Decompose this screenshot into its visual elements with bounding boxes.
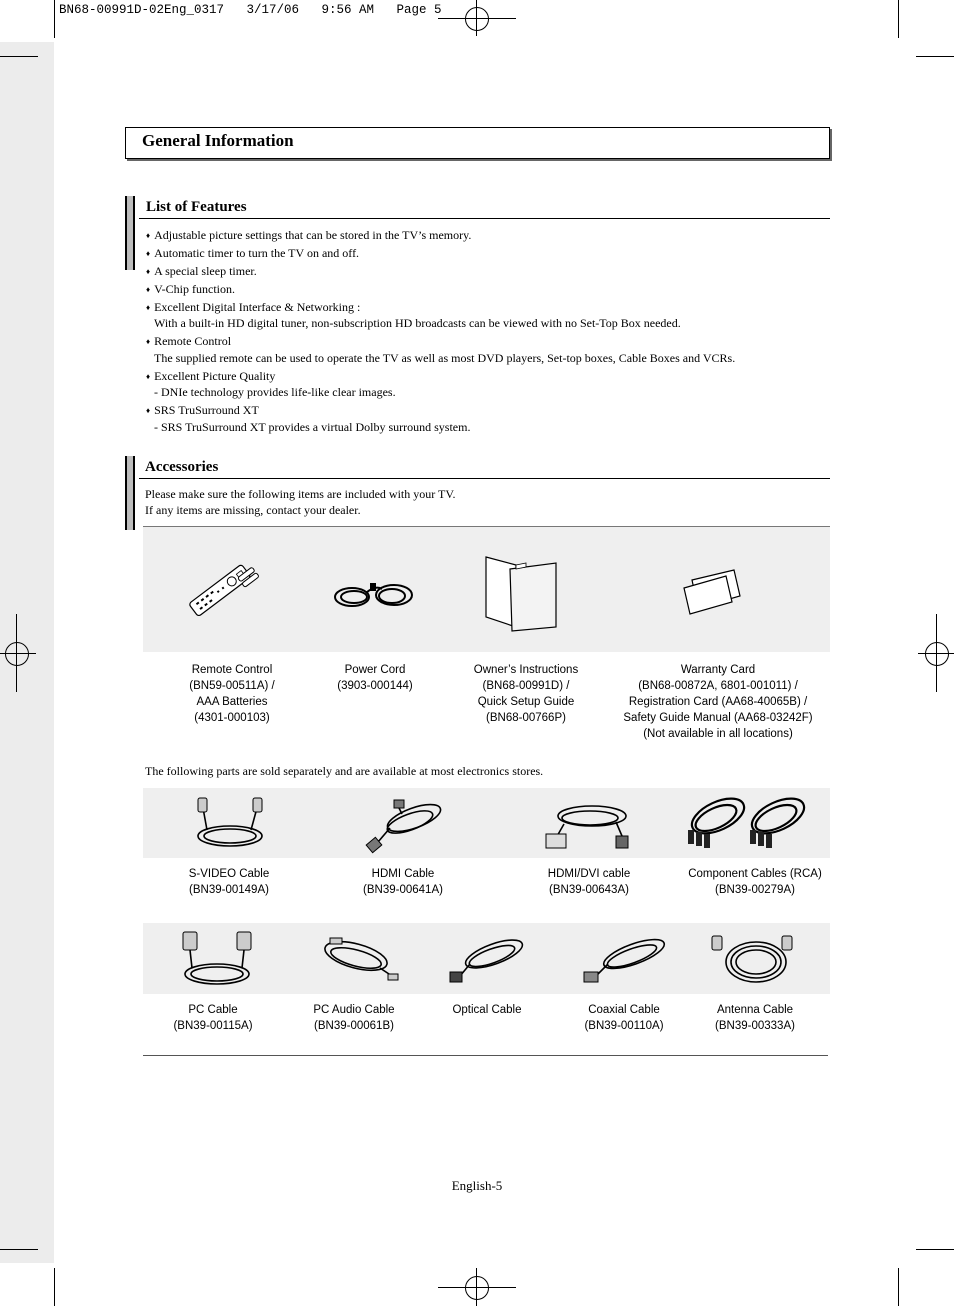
svideo-cable-icon <box>193 796 267 852</box>
section-rule <box>139 478 830 479</box>
section-marker-bar <box>125 196 135 270</box>
feature-item: ♦ Automatic timer to turn the TV on and off. <box>146 246 360 260</box>
accessory-caption-hdmi-dvi: HDMI/DVI cable (BN39-00643A) <box>547 868 631 896</box>
antenna-cable-icon <box>708 930 798 990</box>
feature-detail: With a built-in HD digital tuner, non-subscription HD broadcasts can be viewed with no Set-Top Box needed. <box>154 316 681 330</box>
hdmi-cable-icon <box>362 798 446 858</box>
feature-detail: The supplied remote can be used to operate the TV as well as most DVD players, Set-top boxes, Cable Boxes and VCRs. <box>154 351 736 365</box>
accessories-intro: If any items are missing, contact your dealer. <box>145 503 361 517</box>
bullet-diamond-icon: ♦ <box>146 337 151 346</box>
accessory-caption-antenna: Antenna Cable (BN39-00333A) <box>715 1004 795 1032</box>
coaxial-cable-icon <box>580 936 670 986</box>
feature-item: ♦ A special sleep timer. <box>146 264 257 278</box>
accessory-caption-hdmi: HDMI Cable (BN39-00641A) <box>363 868 443 896</box>
accessory-caption-manual: Owner’s Instructions (BN68-00991D) / Quick Setup Guide (BN68-00766P) <box>473 664 579 724</box>
accessory-caption-coaxial: Coaxial Cable (BN39-00110A) <box>584 1004 664 1032</box>
accessories-intro: Please make sure the following items are included with your TV. <box>145 487 456 501</box>
manual-icon <box>480 553 562 633</box>
accessory-caption-svideo: S-VIDEO Cable (BN39-00149A) <box>188 868 270 896</box>
warranty-card-icon <box>680 564 744 616</box>
feature-item: ♦ V-Chip function. <box>146 282 235 296</box>
page-number: English-5 <box>451 1178 503 1193</box>
optical-cable-icon <box>446 936 528 986</box>
accessory-caption-power-cord: Power Cord (3903-000144) <box>337 664 413 692</box>
accessory-caption-pc-cable: PC Cable (BN39-00115A) <box>173 1004 253 1032</box>
bullet-diamond-icon: ♦ <box>146 303 151 312</box>
remote-control-icon <box>178 545 270 631</box>
section-rule <box>139 218 830 219</box>
bullet-diamond-icon: ♦ <box>146 249 151 258</box>
print-header: BN68-00991D-02Eng_0317 3/17/06 9:56 AM Page 5 <box>59 3 442 17</box>
section-rule <box>143 1055 828 1056</box>
feature-item: ♦ Remote Control <box>146 334 232 348</box>
feature-item: ♦ Excellent Picture Quality <box>146 369 276 383</box>
sold-separately-note: The following parts are sold separately and are available at most electronics stores. <box>145 764 544 778</box>
bullet-diamond-icon: ♦ <box>146 231 151 240</box>
feature-item: ♦ SRS TruSurround XT <box>146 403 259 417</box>
accessory-caption-pc-audio: PC Audio Cable (BN39-00061B) <box>313 1004 395 1032</box>
pc-cable-icon <box>180 930 254 990</box>
accessory-caption-component: Component Cables (RCA) (BN39-00279A) <box>688 868 822 896</box>
bullet-diamond-icon: ♦ <box>146 372 151 381</box>
feature-item: ♦ Excellent Digital Interface & Networking : <box>146 300 361 314</box>
pc-audio-cable-icon <box>320 934 400 986</box>
accessory-caption-warranty: Warranty Card (BN68-00872A, 6801-001011) / Registration Card (AA68-40065B) / Safety Guide Manual (AA68-03242F) (Not available in all locations) <box>623 664 813 740</box>
section-marker-bar <box>125 456 135 530</box>
accessory-caption-remote: Remote Control (BN59-00511A) / AAA Batteries (4301-000103) <box>189 664 275 724</box>
feature-detail: - SRS TruSurround XT provides a virtual Dolby surround system. <box>154 420 471 434</box>
bullet-diamond-icon: ♦ <box>146 285 151 294</box>
page-title: General Information <box>142 131 294 150</box>
feature-detail: - DNIe technology provides life-like clear images. <box>154 385 396 399</box>
bullet-diamond-icon: ♦ <box>146 406 151 415</box>
bullet-diamond-icon: ♦ <box>146 267 151 276</box>
component-cables-icon <box>682 794 814 854</box>
feature-item: ♦ Adjustable picture settings that can be stored in the TV’s memory. <box>146 228 472 242</box>
features-title: List of Features <box>146 199 247 215</box>
power-cord-icon <box>330 575 420 619</box>
accessory-caption-optical: Optical Cable <box>452 1004 522 1016</box>
accessories-title: Accessories <box>145 459 219 475</box>
hdmi-dvi-cable-icon <box>542 798 632 856</box>
